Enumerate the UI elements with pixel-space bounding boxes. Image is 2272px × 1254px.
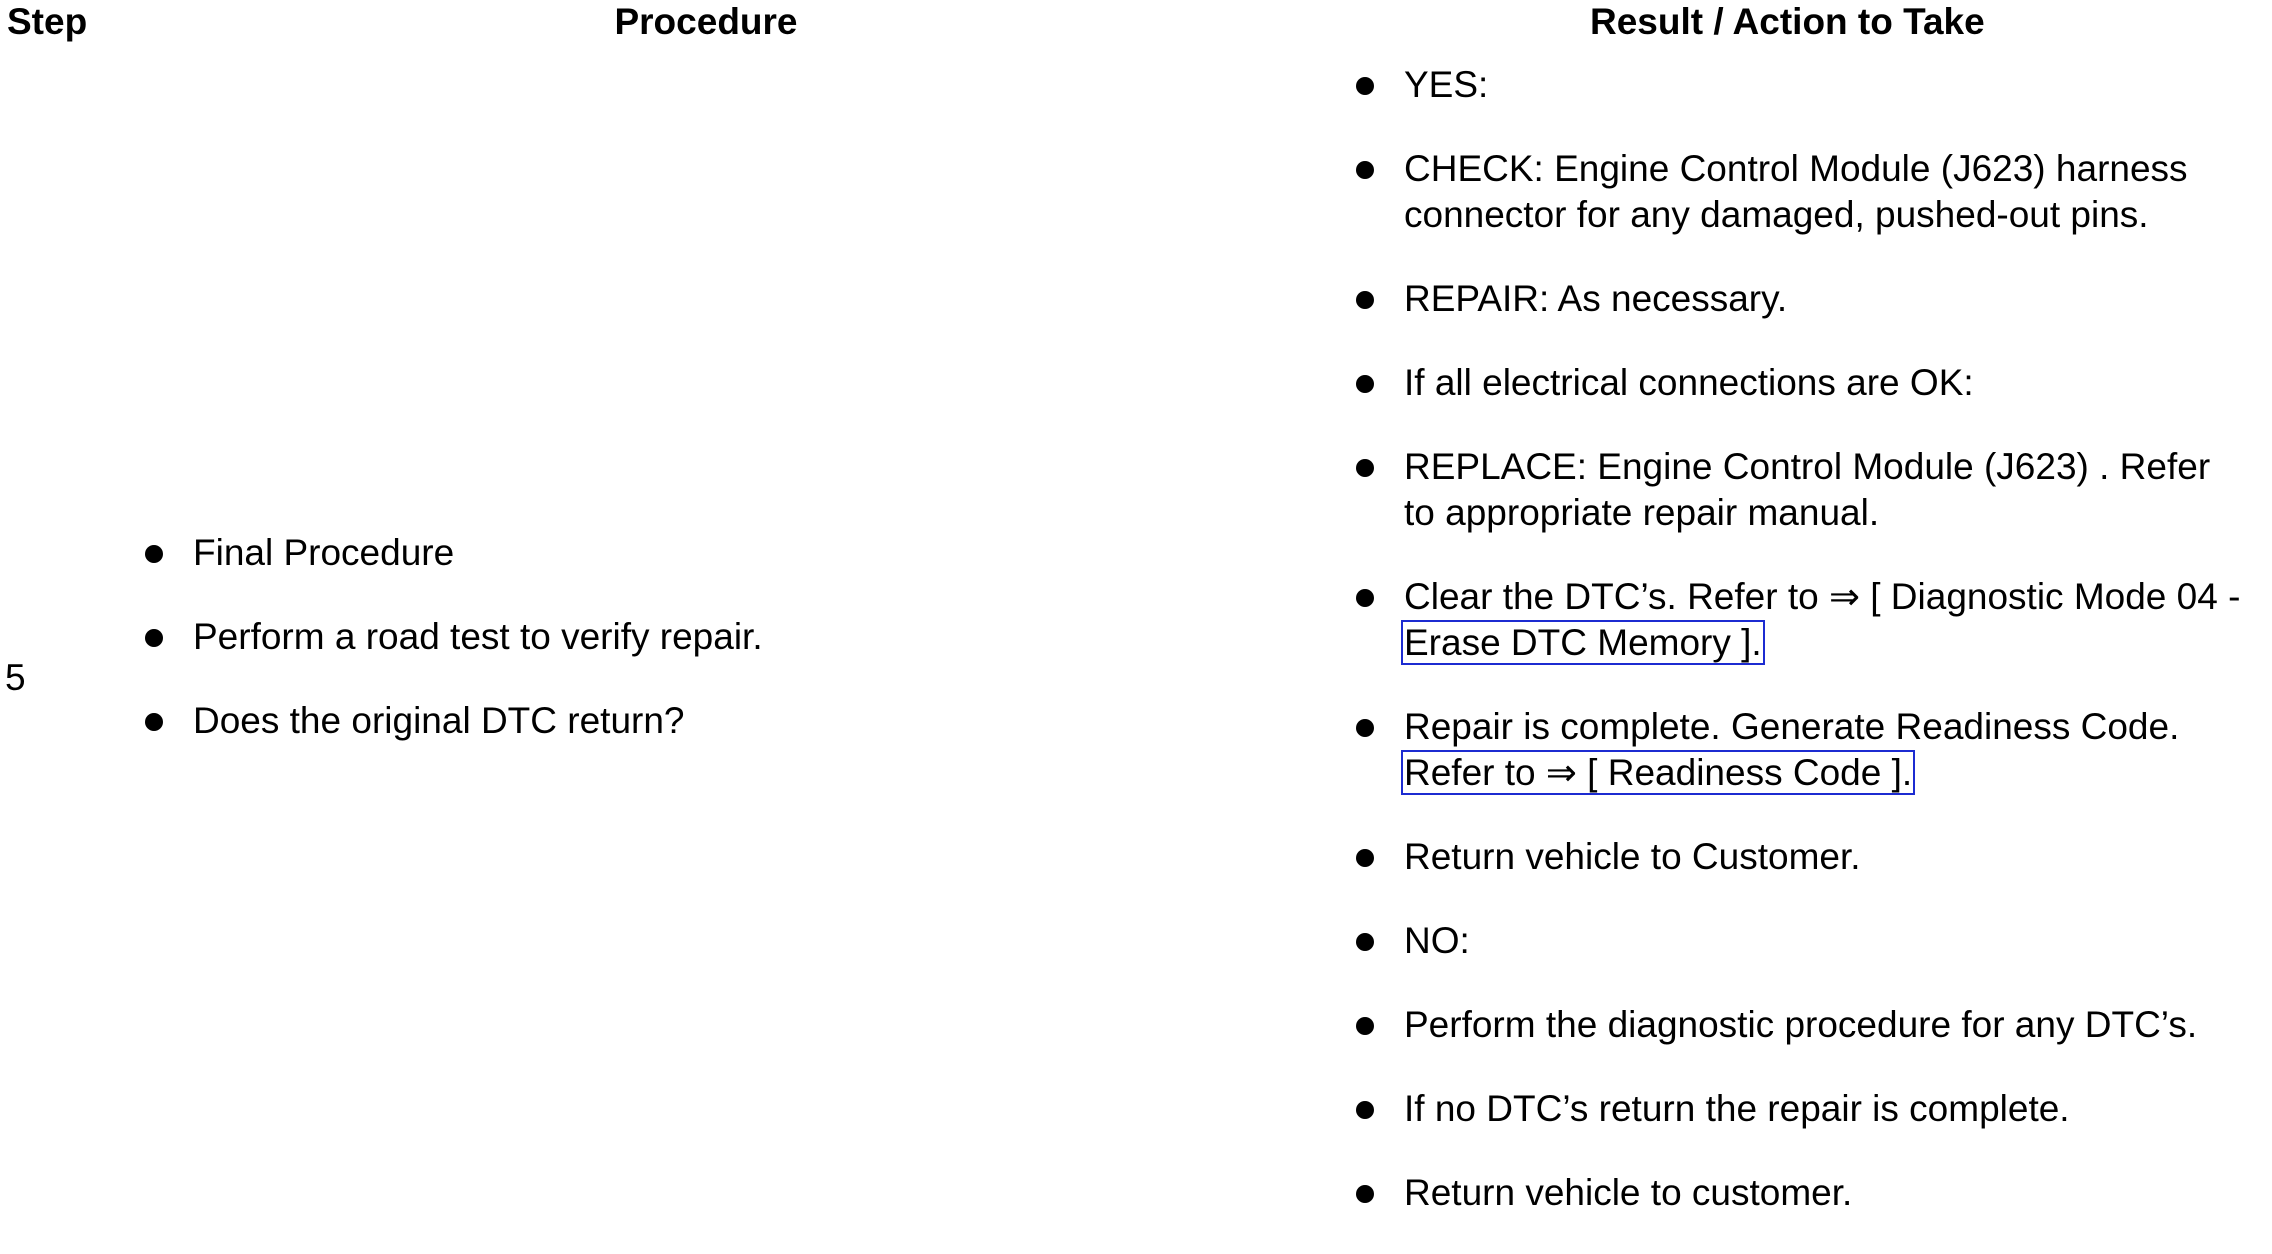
- result-item-return: [1404, 834, 2272, 880]
- bullet-icon: [1356, 589, 1374, 607]
- bullet-icon: [1356, 459, 1374, 477]
- result-item-text: Repair is complete. Generate Readiness Code.: [1404, 706, 2180, 747]
- procedure-item: [193, 614, 1293, 660]
- result-item-return: [1404, 1170, 2272, 1216]
- bullet-icon: [1356, 1017, 1374, 1035]
- bullet-icon: [145, 629, 163, 647]
- bullet-icon: [1356, 161, 1374, 179]
- procedure-item: [193, 530, 1293, 576]
- result-item-perform-diag: [1404, 1002, 2272, 1048]
- result-item-text: If all electrical connections are OK:: [1404, 362, 1974, 403]
- result-item-text: to appropriate repair manual.: [1404, 492, 1880, 533]
- result-item-repair-complete: [1404, 704, 2272, 796]
- result-item-text: REPLACE: Engine Control Module (J623) . Refer: [1404, 446, 2211, 487]
- bullet-icon: [1356, 849, 1374, 867]
- result-item-repair: [1404, 276, 2272, 322]
- bullet-icon: [1356, 719, 1374, 737]
- result-item-if-no-dtc: [1404, 1086, 2272, 1132]
- result-item-text: CHECK: Engine Control Module (J623) harness: [1404, 148, 2188, 189]
- result-item-no: [1404, 918, 2272, 964]
- result-item-text: If no DTC’s return the repair is complete.: [1404, 1088, 2070, 1129]
- procedure-item: [193, 698, 1293, 744]
- result-item-clear-dtc: [1404, 574, 2272, 666]
- header-step: Step: [7, 1, 88, 42]
- procedure-item-text: Does the original DTC return?: [193, 700, 685, 741]
- result-item-text: REPAIR: As necessary.: [1404, 278, 1788, 319]
- bullet-icon: [1356, 375, 1374, 393]
- result-item-text: Return vehicle to customer.: [1404, 1172, 1853, 1213]
- bullet-icon: [145, 713, 163, 731]
- procedure-item-text: Perform a road test to verify repair.: [193, 616, 763, 657]
- result-item-if-ok: [1404, 360, 2272, 406]
- result-item-replace: [1404, 444, 2272, 536]
- bullet-icon: [1356, 1101, 1374, 1119]
- result-item-text: connector for any damaged, pushed-out pins.: [1404, 194, 2149, 235]
- result-list: [1404, 62, 2272, 1254]
- bullet-icon: [1356, 1185, 1374, 1203]
- procedure-list: [193, 530, 1293, 782]
- bullet-icon: [1356, 291, 1374, 309]
- bullet-icon: [145, 545, 163, 563]
- result-item-check: [1404, 146, 2272, 238]
- bullet-icon: [1356, 77, 1374, 95]
- result-item-text: YES:: [1404, 64, 1489, 105]
- result-item-text: Perform the diagnostic procedure for any DTC’s.: [1404, 1004, 2198, 1045]
- bullet-icon: [1356, 933, 1374, 951]
- step-number: 5: [5, 657, 26, 698]
- readiness-code-link[interactable]: Refer to ⇒ [ Readiness Code ].: [1401, 750, 1915, 795]
- result-item-text: Clear the DTC’s. Refer to ⇒ [ Diagnostic Mode 04 -: [1404, 576, 2241, 617]
- erase-dtc-memory-link[interactable]: Erase DTC Memory ].: [1401, 620, 1765, 665]
- result-item-text: NO:: [1404, 920, 1470, 961]
- header-result: Result / Action to Take: [1590, 1, 1985, 42]
- header-procedure: Procedure: [614, 1, 798, 42]
- procedure-item-text: Final Procedure: [193, 532, 455, 573]
- result-item-text: Return vehicle to Customer.: [1404, 836, 1861, 877]
- result-item-yes: [1404, 62, 2272, 108]
